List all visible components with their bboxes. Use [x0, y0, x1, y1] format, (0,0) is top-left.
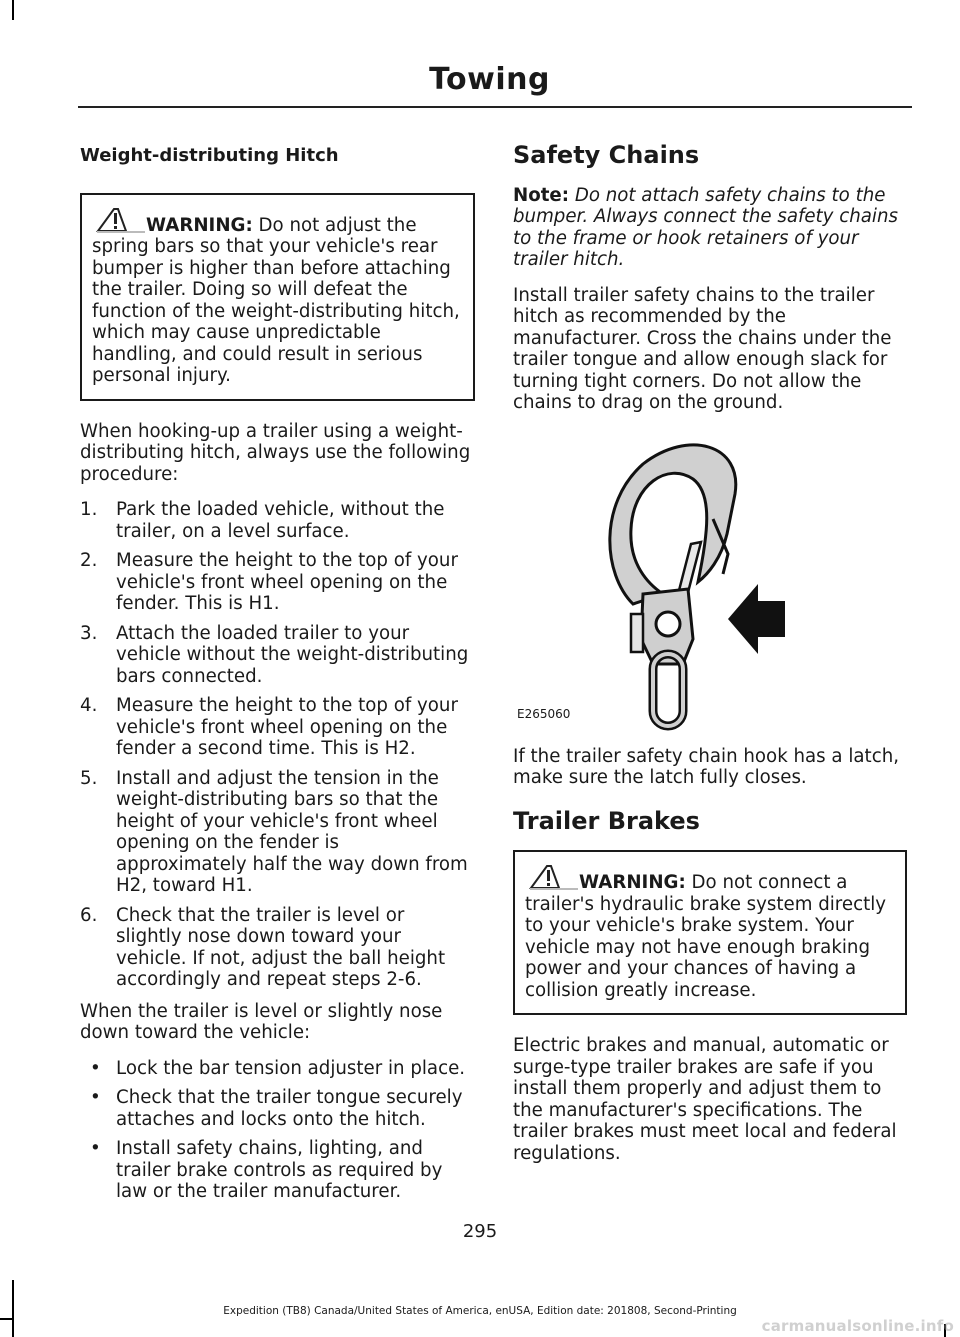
warning-label: WARNING:: [146, 214, 253, 236]
figure-code: E265060: [517, 707, 571, 721]
section-heading-trailer-brakes: Trailer Brakes: [513, 806, 700, 835]
list-item: 5. Install and adjust the tension in the weight-distributing bars so that the height of your vehicle's front wheel opening on the fender is approximately half the way down from H2, toward H1.: [80, 767, 468, 896]
warning-text: Do not adjust the spring bars so that your vehicle's rear bumper is higher than before attaching the trailer. Doing so will defeat the function of the weight-distributing hitch, which may cause unpredictable handling, and could result in serious personal injury.: [92, 214, 460, 386]
note-label: Note:: [513, 184, 570, 206]
hook-latch-icon: [513, 424, 907, 734]
crop-mark-top-left: [12, 0, 14, 20]
procedure-intro: When hooking-up a trailer using a weight-distributing hitch, always use the following procedure:: [80, 420, 471, 485]
list-item: 4. Measure the height to the top of your vehicle's front wheel opening on the fender a second time. This is H2.: [80, 695, 458, 759]
warning-triangle-icon: [96, 207, 146, 233]
latch-text: If the trailer safety chain hook has a latch, make sure the latch fully closes.: [513, 745, 899, 788]
note-paragraph: [513, 185, 907, 271]
warning-text: Do not connect a trailer's hydraulic brake system directly to your vehicle's brake system. Your vehicle may not have enough braking power and your chances of having a collision greatly increase.: [525, 872, 887, 1001]
level-intro: When the trailer is level or slightly nose down toward the vehicle:: [80, 1000, 443, 1043]
section-heading-safety-chains: Safety Chains: [513, 141, 700, 169]
header-divider: [78, 106, 912, 108]
list-item: 1. Park the loaded vehicle, without the trailer, on a level surface.: [80, 499, 445, 542]
page-number: 295: [462, 1221, 498, 1242]
watermark: carmanualsonline.info: [761, 1317, 954, 1335]
note-text: Do not attach safety chains to the bumper. Always connect the safety chains to the frame or hook retainers of your trailer hitch.: [513, 184, 898, 270]
warning-label: WARNING:: [579, 872, 686, 893]
list-item: 6. Check that the trailer is level or slightly nose down toward your vehicle. If not, adjust the ball height accordingly and repeat steps 2-6.: [80, 904, 446, 990]
section-heading-weight-hitch: Weight-distributing Hitch: [80, 145, 339, 166]
list-item: 3. Attach the loaded trailer to your vehicle without the weight-distributing bars connected.: [80, 622, 469, 687]
hook-illustration: [513, 424, 907, 734]
left-column: [80, 145, 475, 1213]
edition-footer: Expedition (TB8) Canada/United States of America, enUSA, Edition date: 201808, Second-Printing: [223, 1305, 737, 1317]
list-item: 2. Measure the height to the top of your vehicle's front wheel opening on the fender. This is H1.: [80, 550, 458, 614]
list-item: • Lock the bar tension adjuster in place.: [90, 1057, 466, 1079]
warning-box-brakes: [513, 850, 907, 1015]
brakes-text: Electric brakes and manual, automatic or surge-type trailer brakes are safe if you install them properly and adjust them to the manufacturer's specifications. The trailer brakes must meet local and federal regulations.: [513, 1035, 897, 1164]
procedure-steps: [80, 499, 475, 991]
warning-triangle-icon: [529, 864, 579, 890]
list-item: • Install safety chains, lighting, and trailer brake controls as required by law or the trailer manufacturer.: [90, 1138, 443, 1202]
checklist-bullets: [80, 1058, 475, 1203]
right-column: [513, 141, 907, 1178]
crop-mark-bottom-left-h: [0, 1318, 14, 1320]
page-title: Towing: [429, 62, 550, 97]
list-item: • Check that the trailer tongue securely attaches and locks onto the hitch.: [90, 1087, 463, 1130]
install-chains-text: Install trailer safety chains to the trailer hitch as recommended by the manufacturer. Cross the chains under the trailer tongue and allow enough slack for turning tight corners. Do not allow the chains to drag on the ground.: [513, 284, 892, 413]
warning-box-spring-bars: [80, 193, 475, 401]
